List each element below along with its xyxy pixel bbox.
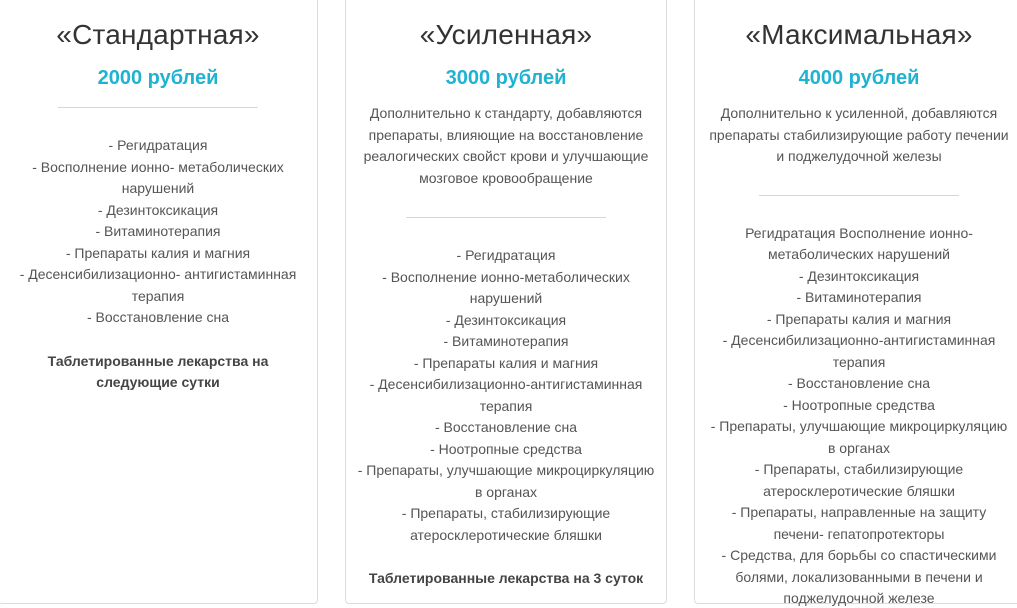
list-item: - Десенсибилизационно- антигистаминная терапия <box>19 266 297 304</box>
list-item: - Дезинтоксикация <box>445 311 567 328</box>
list-item: - Дезинтоксикация <box>798 267 920 284</box>
divider <box>759 195 959 196</box>
list-item: Регидратация Восполнение ионно-метаболических нарушений <box>745 224 973 262</box>
list-item: - Средства, для борьбы со спастическими болями, локализованными в печени и поджелудочной железе <box>721 547 997 606</box>
list-item: - Витаминотерапия <box>443 333 569 349</box>
plan-title: «Максимальная» <box>745 19 973 50</box>
list-item: - Препараты, стабилизирующие атеросклеротические бляшки <box>401 505 611 543</box>
plan-card-enhanced <box>345 0 667 604</box>
plan-title: «Стандартная» <box>56 19 260 50</box>
plan-description: Дополнительно к стандарту, добавляются препараты, влияющие на восстановление реалогических свойст крови и улучшающие мозговое кровообращение <box>363 105 649 186</box>
plan-items-list <box>356 245 656 546</box>
list-item: - Витаминотерапия <box>796 289 922 305</box>
list-item: - Восполнение ионно- метаболических нарушений <box>32 158 284 196</box>
plan-price: 4000 рублей <box>798 67 920 89</box>
plan-description: Дополнительно к усиленной, добавляются препараты стабилизирующие работу печении и поджелудочной железы <box>709 105 1009 164</box>
list-item: - Восстановление сна <box>434 419 578 435</box>
plan-items-list <box>8 135 308 329</box>
plan-card-standard <box>0 0 318 604</box>
list-item: - Десенсибилизационно-антигистаминная терапия <box>369 376 643 414</box>
list-item: - Препараты, направленные на защиту печени- гепатопротекторы <box>731 504 987 542</box>
divider <box>406 217 606 218</box>
plan-items-list <box>709 223 1009 608</box>
divider <box>58 107 258 108</box>
plan-price: 3000 рублей <box>445 67 567 89</box>
list-item: - Ноотропные средства <box>430 440 582 457</box>
plan-card-maximum <box>694 0 1017 604</box>
list-item: - Витаминотерапия <box>95 223 221 239</box>
plan-price: 2000 рублей <box>97 67 219 89</box>
list-item: - Препараты калия и магния <box>65 244 251 261</box>
list-item: - Препараты калия и магния <box>413 354 599 371</box>
list-item: - Препараты, стабилизирующие атеросклеротические бляшки <box>754 461 964 499</box>
list-item: - Регидратация <box>456 247 556 263</box>
list-item: - Препараты, улучшающие микроциркуляцию в органах <box>710 418 1008 456</box>
plan-note: Таблетированные лекарства на 3 суток <box>368 570 644 586</box>
list-item: - Восстановление сна <box>787 375 931 391</box>
list-item: - Препараты калия и магния <box>766 310 952 327</box>
plan-note: Таблетированные лекарства на следующие сутки <box>47 352 269 390</box>
list-item: - Регидратация <box>108 137 208 153</box>
list-item: - Восполнение ионно-метаболических нарушений <box>382 268 630 306</box>
list-item: - Ноотропные средства <box>783 396 935 413</box>
list-item: - Восстановление сна <box>86 309 230 325</box>
list-item: - Дезинтоксикация <box>97 201 219 218</box>
list-item: - Препараты, улучшающие микроциркуляцию в органах <box>357 462 655 500</box>
list-item: - Десенсибилизационно-антигистаминная терапия <box>722 332 996 370</box>
plan-title: «Усиленная» <box>419 19 593 50</box>
